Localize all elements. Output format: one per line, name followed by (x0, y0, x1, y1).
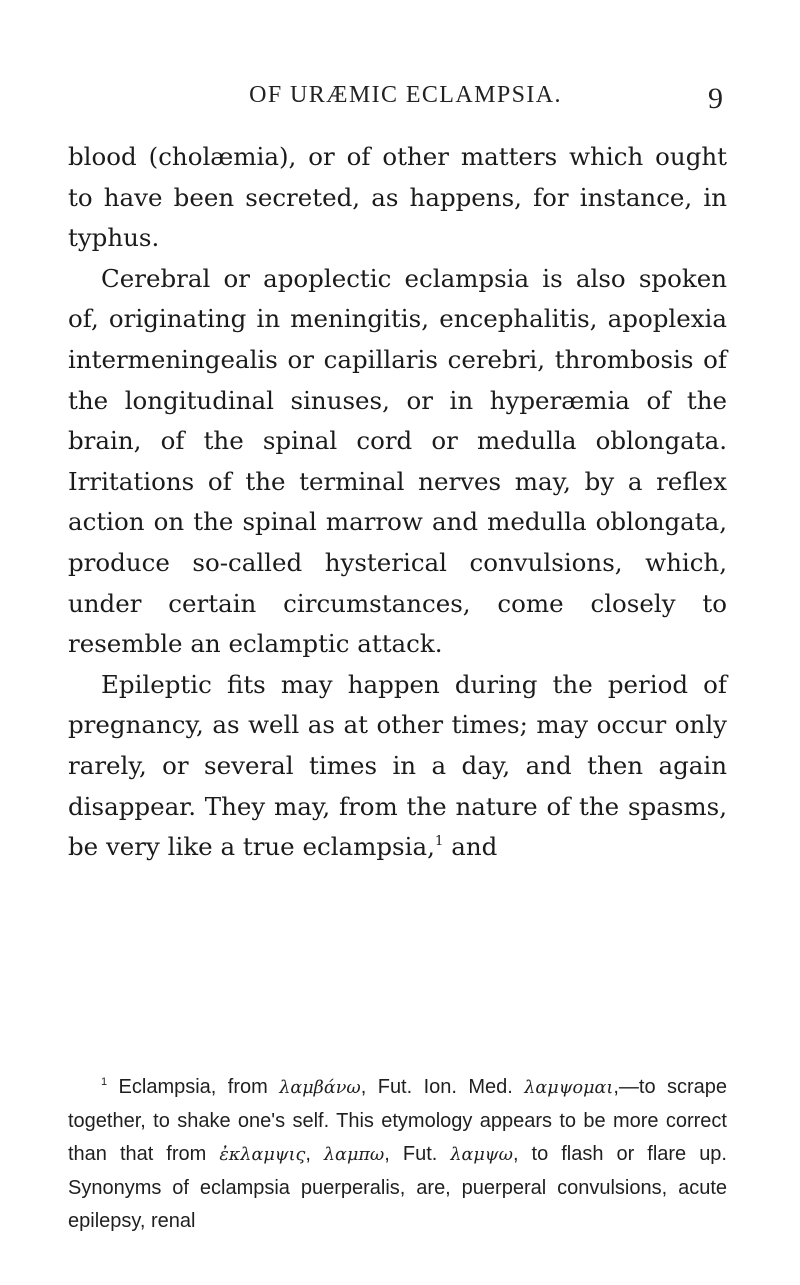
footnote-text: , (305, 1143, 324, 1165)
greek-word: λαμπω (323, 1145, 385, 1165)
running-title: OF URÆMIC ECLAMPSIA. (249, 82, 562, 108)
body-text (68, 137, 727, 868)
running-head (88, 82, 723, 122)
footnote-text: , Fut. Ion. Med. (360, 1076, 525, 1098)
greek-word: λαμψω (450, 1145, 513, 1165)
page-number: 9 (708, 82, 723, 115)
footnote-marker: 1 (101, 1075, 108, 1088)
footnote-text: Eclampsia, from (107, 1076, 280, 1098)
footnote-text: , to flash or flare up. Synonyms of eclampsia puerperalis, are, puerperal convulsions, acute epilepsy, renal (68, 1143, 727, 1232)
paragraph-1: blood (cholæmia), or of other matters which ought to have been secreted, as happens, for instance, in typhus. (68, 142, 727, 253)
greek-word: λαμψομαι (524, 1078, 614, 1098)
greek-word: ἐκλαμψις (219, 1145, 306, 1165)
paragraph-3-text: Epileptic fits may happen during the period of pregnancy, as well as at other times; may occur only rarely, or several times in a day, and then again disappear. They may, from the nature of the spasms, be very like a true eclampsia, (68, 669, 727, 862)
greek-word: λαμβάνω (279, 1078, 361, 1098)
footnote (68, 1071, 727, 1238)
paragraph-3-tail: and (443, 832, 498, 862)
footnote-text: ,—to scrape together, to shake one's self. This etymology appears to be more correct than that from (68, 1076, 728, 1165)
footnote-reference: 1 (434, 833, 444, 849)
paragraph-3 (68, 665, 727, 868)
footnote-text: , Fut. (384, 1143, 451, 1165)
paragraph-2: Cerebral or apoplectic eclampsia is also spoken of, originating in meningitis, encephalitis, apoplexia intermeningealis or capillaris cerebri, thrombosis of the longitudinal sinuses, or in hyperæmia of the brain, of the spinal cord or medulla oblongata. Irritations of the terminal nerves may, by a reflex action on the spinal marrow and medulla oblongata, produce so-called hysterical convulsions, which, under certain circumstances, come closely to resemble an eclamptic attack. (68, 263, 727, 659)
